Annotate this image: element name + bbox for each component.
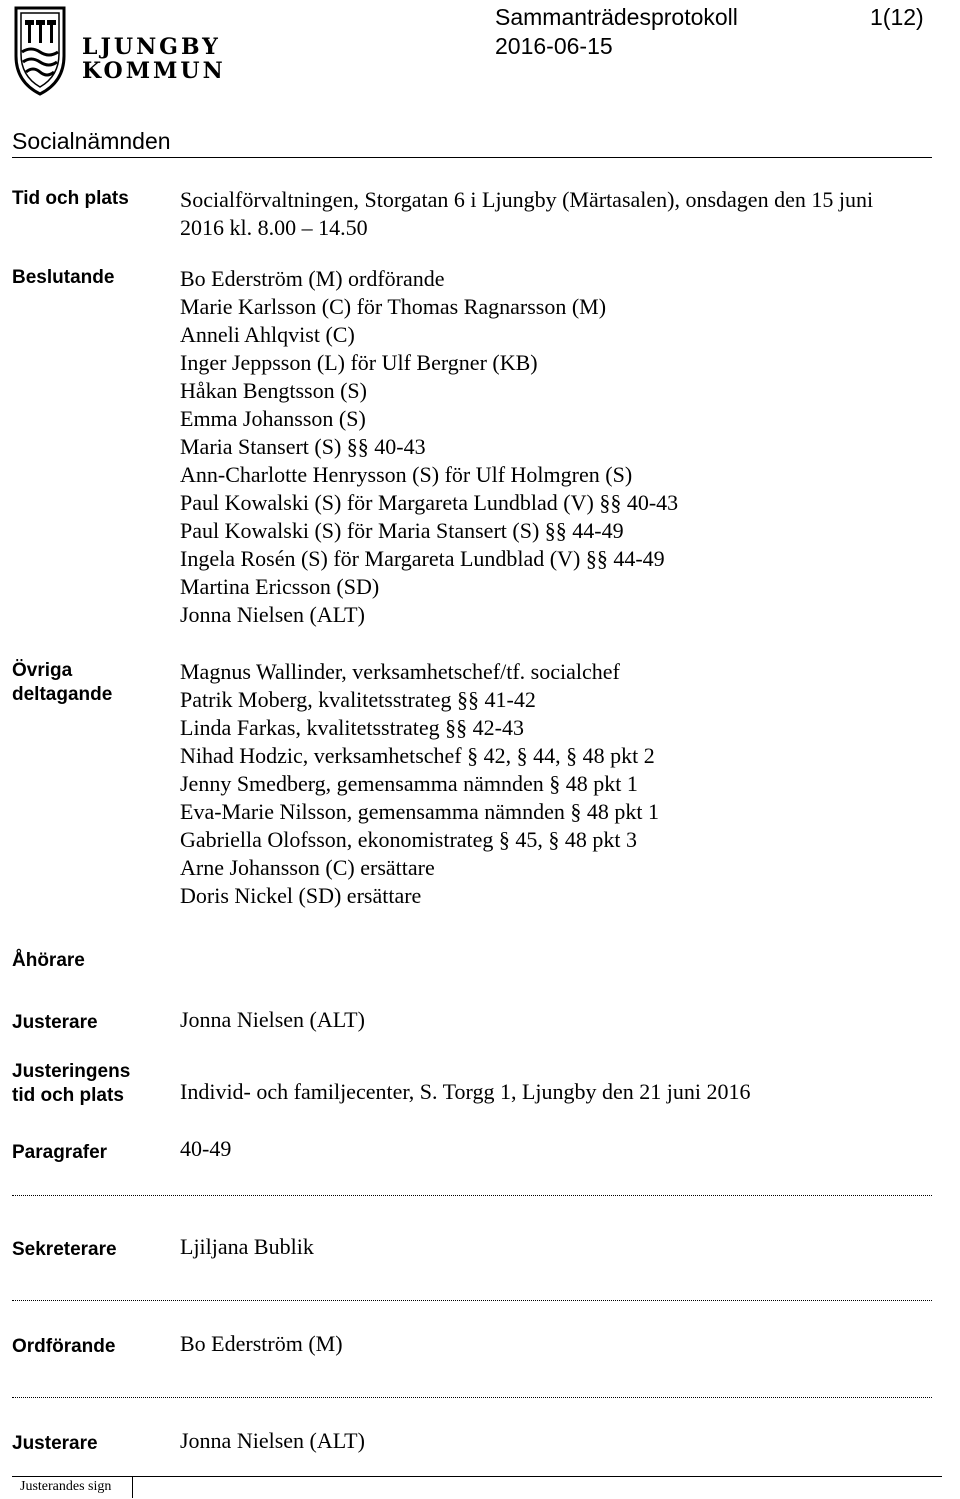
- footer-text: Justerandes sign: [20, 1479, 112, 1494]
- doc-date: 2016-06-15: [495, 33, 613, 59]
- beslutande-item: Inger Jeppsson (L) för Ulf Bergner (KB): [180, 350, 538, 375]
- signature-line: [12, 1195, 932, 1196]
- ovriga-item: Jenny Smedberg, gemensamma nämnden § 48 pkt 1: [180, 771, 638, 796]
- ljungby-kommun-logo: [12, 4, 226, 96]
- ovriga-item: Patrik Moberg, kvalitetsstrateg §§ 41-42: [180, 687, 536, 712]
- beslutande-item: Ann-Charlotte Henrysson (S) för Ulf Holmgren (S): [180, 462, 633, 487]
- justeringens-text: Individ- och familjecenter, S. Torgg 1, Ljungby den 21 juni 2016: [180, 1079, 751, 1104]
- justerare-sign-value: [180, 1427, 365, 1455]
- beslutande-item: Emma Johansson (S): [180, 406, 366, 431]
- ordforande-value: [180, 1330, 343, 1358]
- ovriga-list: [180, 658, 659, 910]
- beslutande-item: Bo Ederström (M) ordförande: [180, 266, 445, 291]
- paragrafer-label: Paragrafer: [12, 1142, 108, 1163]
- paragrafer-value: [180, 1135, 231, 1163]
- justerare-sign-label: Justerare: [12, 1433, 98, 1454]
- coat-of-arms-icon: [12, 4, 68, 96]
- ahorare-label: Åhörare: [12, 950, 85, 971]
- beslutande-item: Martina Ericsson (SD): [180, 574, 380, 599]
- doc-type: Sammanträdesprotokoll: [495, 4, 738, 30]
- ordforande-name: Bo Ederström (M): [180, 1331, 343, 1356]
- justeringens-value: [180, 1078, 751, 1106]
- tid-och-plats-value: [180, 186, 873, 242]
- tid-line: 2016 kl. 8.00 – 14.50: [180, 215, 368, 240]
- ovriga-label: [12, 659, 112, 707]
- justeringens-label: [12, 1060, 130, 1108]
- ovriga-item: Gabriella Olofsson, ekonomistrateg § 45, § 48 pkt 3: [180, 827, 638, 852]
- justerare-value: [180, 1006, 365, 1034]
- ovriga-label-line1: Övriga: [12, 660, 73, 681]
- justerare-sign-name: Jonna Nielsen (ALT): [180, 1428, 365, 1453]
- beslutande-item: Jonna Nielsen (ALT): [180, 602, 365, 627]
- ovriga-label-line2: deltagande: [12, 684, 113, 705]
- logo-line1: LJUNGBY: [82, 34, 221, 60]
- ovriga-item: Nihad Hodzic, verksamhetschef § 42, § 44, § 48 pkt 2: [180, 743, 655, 768]
- ordforande-label: Ordförande: [12, 1336, 116, 1357]
- sekreterare-value: [180, 1233, 314, 1261]
- signature-line: [12, 1300, 932, 1301]
- ovriga-item: Arne Johansson (C) ersättare: [180, 855, 435, 880]
- ovriga-item: Doris Nickel (SD) ersättare: [180, 883, 422, 908]
- beslutande-item: Paul Kowalski (S) för Margareta Lundblad (V) §§ 40-43: [180, 490, 679, 515]
- beslutande-list: [180, 265, 678, 629]
- header-rule: [12, 157, 932, 158]
- tid-line: Socialförvaltningen, Storgatan 6 i Ljungby (Märtasalen), onsdagen den 15 juni: [180, 187, 874, 212]
- signature-line: [12, 1397, 932, 1398]
- beslutande-item: Håkan Bengtsson (S): [180, 378, 367, 403]
- justeringens-label-line2: tid och plats: [12, 1085, 124, 1106]
- logo-line2: KOMMUN: [82, 58, 226, 84]
- beslutande-item: Ingela Rosén (S) för Margareta Lundblad (V) §§ 44-49: [180, 546, 665, 571]
- beslutande-item: Marie Karlsson (C) för Thomas Ragnarsson (M): [180, 294, 607, 319]
- footer-rule: [12, 1476, 942, 1477]
- paragrafer-text: 40-49: [180, 1136, 232, 1161]
- justerare-label: Justerare: [12, 1012, 98, 1033]
- organ-title: Socialnämnden: [12, 128, 171, 154]
- sekreterare-name: Ljiljana Bublik: [180, 1234, 314, 1259]
- ovriga-item: Linda Farkas, kvalitetsstrateg §§ 42-43: [180, 715, 524, 740]
- justerare-name: Jonna Nielsen (ALT): [180, 1007, 365, 1032]
- ovriga-item: Magnus Wallinder, verksamhetschef/tf. socialchef: [180, 659, 620, 684]
- beslutande-item: Paul Kowalski (S) för Maria Stansert (S) §§ 44-49: [180, 518, 624, 543]
- sekreterare-label: Sekreterare: [12, 1239, 117, 1260]
- beslutande-label: Beslutande: [12, 267, 115, 288]
- ovriga-item: Eva-Marie Nilsson, gemensamma nämnden § 48 pkt 1: [180, 799, 660, 824]
- tid-och-plats-label: Tid och plats: [12, 188, 129, 209]
- beslutande-item: Anneli Ahlqvist (C): [180, 322, 355, 347]
- beslutande-item: Maria Stansert (S) §§ 40-43: [180, 434, 426, 459]
- page-number: 1(12): [870, 4, 924, 30]
- justeringens-label-line1: Justeringens: [12, 1061, 131, 1082]
